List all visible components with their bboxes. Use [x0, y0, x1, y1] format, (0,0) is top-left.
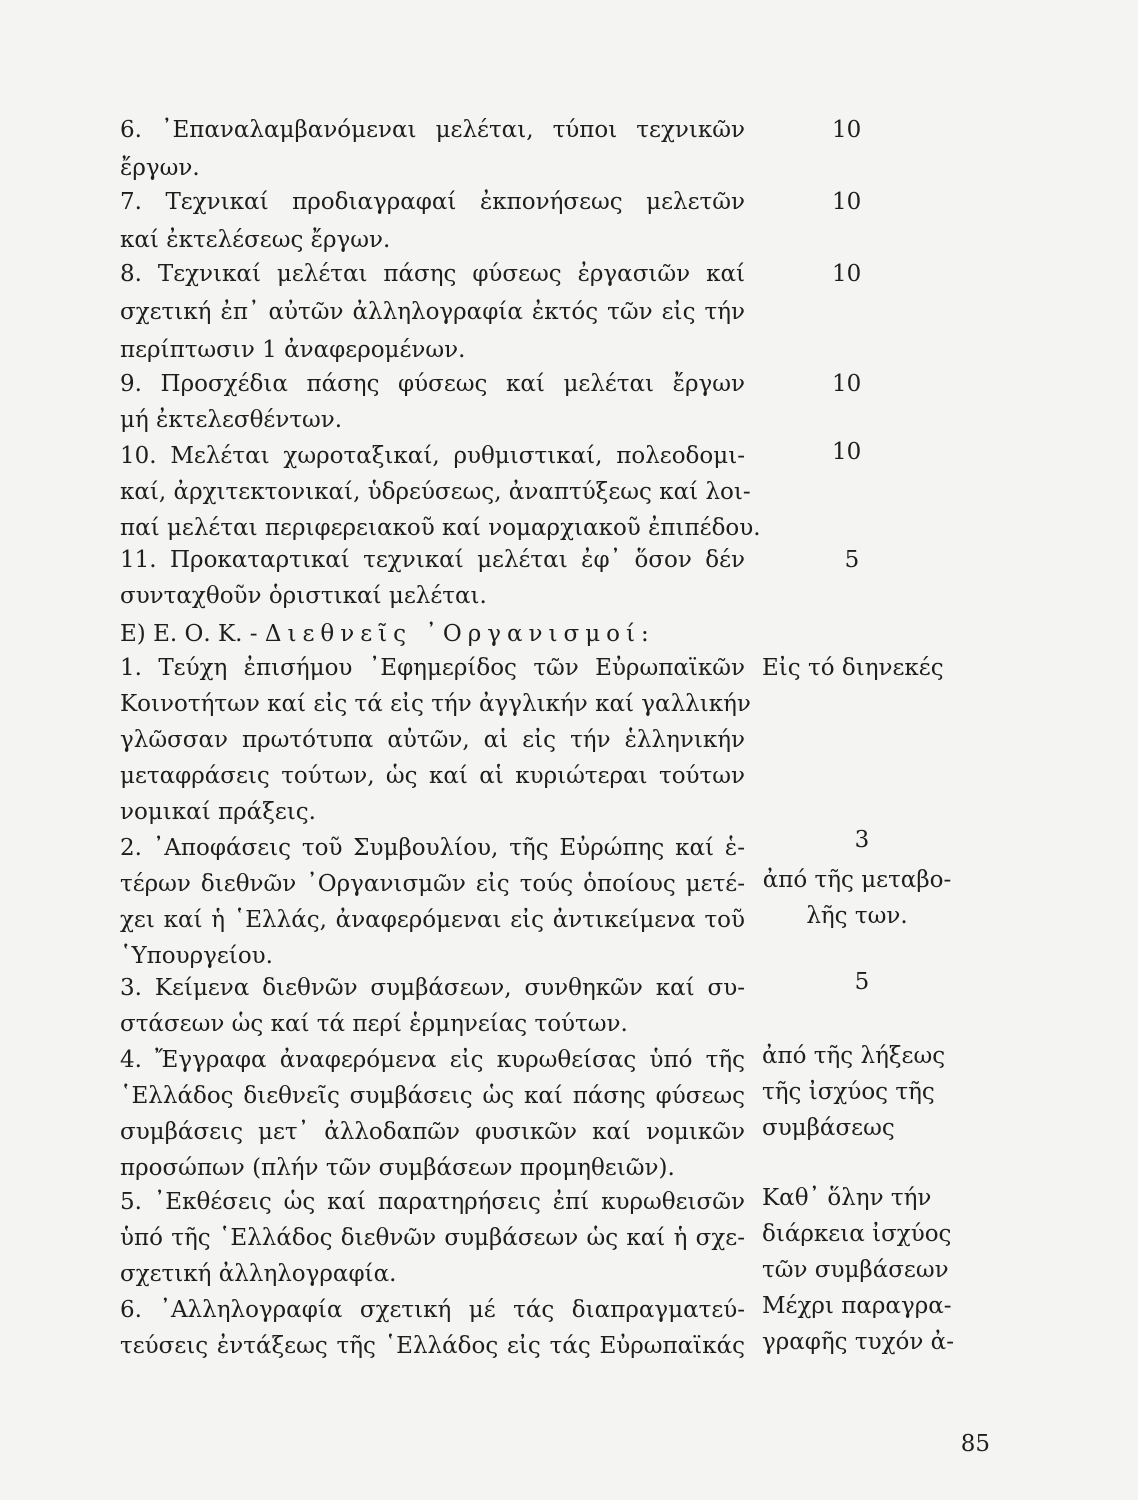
- entry-text-line: 11. Προκαταρτικαί τεχνικαί μελέται ἐφ᾿ ὅσον δέν: [120, 547, 745, 573]
- item-text-line: 6. ᾿Αλληλογραφία σχετική μέ τάς διαπραγματεύ-: [120, 1297, 745, 1323]
- item-text-line: μεταφράσεις τούτων, ὡς καί αἱ κυριώτεραι τούτων: [120, 763, 745, 789]
- retention-period: ἀπό τῆς λήξεως: [762, 1043, 946, 1069]
- item-text-line: ῾Ελλάδος διεθνεῖς συμβάσεις ὡς καί πάσης φύσεως: [120, 1083, 745, 1109]
- entry-text-line: καί, ἀρχιτεκτονικαί, ὑδρεύσεως, ἀναπτύξεως καί λοι-: [120, 479, 751, 505]
- retention-period: Καθ᾿ ὅλην τήν: [762, 1185, 932, 1211]
- retention-period: 10: [832, 189, 862, 215]
- entry-text-line: ἔργων.: [120, 155, 200, 181]
- entry-text-line: περίπτωσιν 1 ἀναφερομένων.: [120, 337, 466, 363]
- item-text-line: τέρων διεθνῶν ᾿Οργανισμῶν εἰς τούς ὁποίους μετέ-: [120, 871, 745, 897]
- retention-period: 5: [854, 969, 870, 995]
- item-text-line: Κοινοτήτων καί εἰς τά εἰς τήν ἀγγλικήν καί γαλλικήν: [120, 691, 751, 717]
- retention-period-note: τῶν συμβάσεων: [762, 1257, 949, 1283]
- entry-text-line: καί ἐκτελέσεως ἔργων.: [120, 227, 391, 253]
- retention-period-note: διάρκεια ἰσχύος: [762, 1221, 952, 1247]
- item-text-line: σχετική ἀλληλογραφία.: [120, 1261, 397, 1287]
- page-number: 85: [960, 1431, 990, 1457]
- entry-text-line: 10. Μελέται χωροταξικαί, ρυθμιστικαί, πολεοδομι-: [120, 443, 745, 469]
- item-text-line: χει καί ἡ ῾Ελλάς, ἀναφερόμεναι εἰς ἀντικείμενα τοῦ: [120, 907, 745, 933]
- item-text-line: στάσεων ὡς καί τά περί ἑρμηνείας τούτων.: [120, 1011, 628, 1037]
- entry-text-line: 8. Τεχνικαί μελέται πάσης φύσεως ἐργασιῶν καί: [120, 261, 745, 287]
- retention-period: 5: [844, 547, 860, 573]
- retention-period: Μέχρι παραγρα-: [762, 1293, 952, 1319]
- item-text-line: 5. ᾿Εκθέσεις ὡς καί παρατηρήσεις ἐπί κυρωθεισῶν: [120, 1189, 745, 1215]
- entry-text-line: μή ἐκτελεσθέντων.: [120, 407, 343, 433]
- entry-text-line: 9. Προσχέδια πάσης φύσεως καί μελέται ἔργων: [120, 371, 745, 397]
- item-text-line: 2. ᾿Αποφάσεις τοῦ Συμβουλίου, τῆς Εὐρώπης καί ἑ-: [120, 835, 745, 861]
- entry-text-line: 7. Τεχνικαί προδιαγραφαί ἐκπονήσεως μελετῶν: [120, 189, 745, 215]
- item-text-line: ῾Υπουργείου.: [120, 943, 273, 969]
- item-text-line: 4. Ἔγγραφα ἀναφερόμενα εἰς κυρωθείσας ὑπό τῆς: [120, 1047, 745, 1073]
- retention-period-note: συμβάσεως: [762, 1115, 895, 1141]
- retention-period: 3: [854, 827, 870, 853]
- entry-text-line: παί μελέται περιφερειακοῦ καί νομαρχιακοῦ ἐπιπέδου.: [120, 515, 761, 541]
- retention-period-note: ἀπό τῆς μεταβο-: [762, 867, 952, 893]
- retention-period-note: γραφῆς τυχόν ἀ-: [762, 1329, 954, 1355]
- item-text-line: ὑπό τῆς ῾Ελλάδος διεθνῶν συμβάσεων ὡς καί ἡ σχε-: [120, 1225, 745, 1251]
- item-text-line: γλῶσσαν πρωτότυπα αὐτῶν, αἱ εἰς τήν ἑλληνικήν: [120, 727, 745, 753]
- section-title: Διεθνεῖς ᾿Οργανισμοί:: [264, 621, 655, 647]
- entry-text-line: 6. ᾿Επαναλαμβανόμεναι μελέται, τύποι τεχνικῶν: [120, 117, 745, 143]
- item-text-line: 3. Κείμενα διεθνῶν συμβάσεων, συνθηκῶν καί συ-: [120, 975, 745, 1001]
- retention-period-note: τῆς ἰσχύος τῆς: [762, 1079, 935, 1105]
- entry-text-line: σχετική ἐπ᾿ αὐτῶν ἀλληλογραφία ἐκτός τῶν εἰς τήν: [120, 299, 745, 325]
- section-heading: [120, 618, 840, 650]
- item-text-line: 1. Τεύχη ἐπισήμου ᾿Εφημερίδος τῶν Εὐρωπαϊκῶν: [120, 655, 745, 681]
- retention-period: 10: [832, 371, 862, 397]
- item-text-line: συμβάσεις μετ᾿ ἀλλοδαπῶν φυσικῶν καί νομικῶν: [120, 1119, 745, 1145]
- retention-period: 10: [832, 261, 862, 287]
- section-prefix: Ε) Ε. Ο. Κ. -: [120, 621, 265, 647]
- retention-period-note: λῆς των.: [806, 903, 908, 929]
- retention-period: Εἰς τό διηνεκές: [762, 655, 944, 681]
- item-text-line: προσώπων (πλήν τῶν συμβάσεων προμηθειῶν).: [120, 1155, 675, 1181]
- retention-period: 10: [832, 439, 862, 465]
- item-text-line: νομικαί πράξεις.: [120, 799, 316, 825]
- retention-period: 10: [832, 117, 862, 143]
- entry-text-line: συνταχθοῦν ὁριστικαί μελέται.: [120, 583, 487, 609]
- item-text-line: τεύσεις ἐντάξεως τῆς ῾Ελλάδος εἰς τάς Εὐρωπαϊκάς: [120, 1333, 745, 1359]
